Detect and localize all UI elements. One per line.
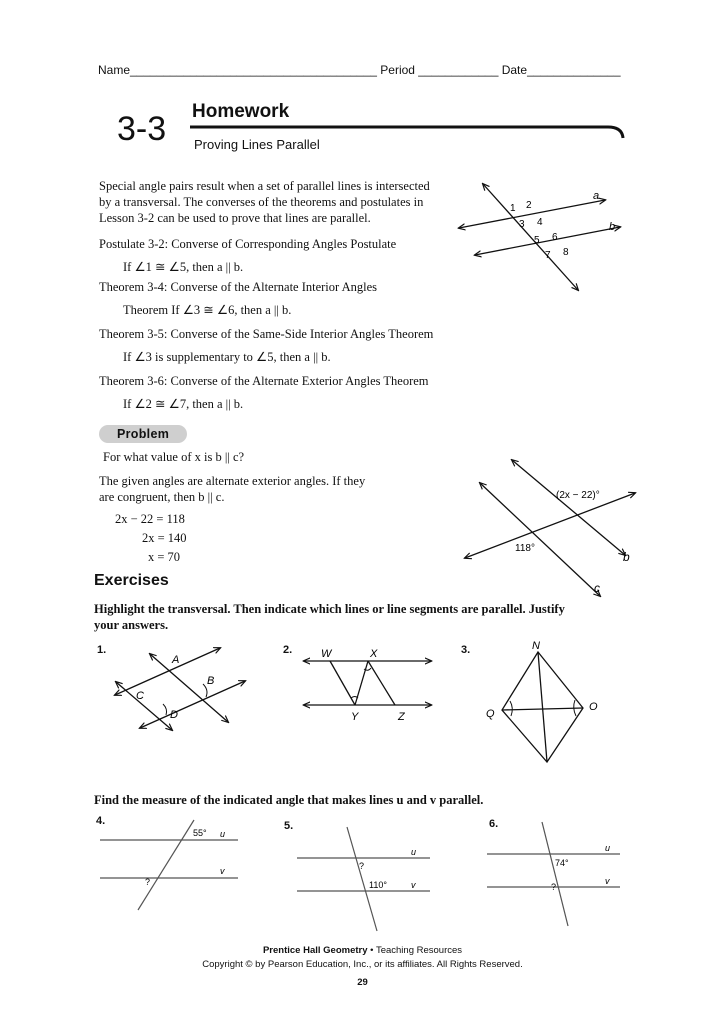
line-b [512,460,625,555]
point-label: Y [351,711,359,723]
angle-label-bottom: 118° [515,543,535,554]
given-angle: 74° [555,858,569,868]
intro-line: Lesson 3-2 can be used to prove that lines are parallel. [99,211,371,225]
theorem-statement: If ∠3 is supplementary to ∠5, then a || b. [123,350,331,364]
exercise-number: 1. [97,644,107,656]
angle-label: 5 [534,235,540,246]
theorem-heading: Theorem 3-6: Converse of the Alternate Exterior Angles Theorem [99,374,429,388]
angle-label: 1 [510,203,516,214]
line-label-c: c [594,581,600,595]
line-label-u: u [605,843,611,853]
given-angle: 110° [369,880,387,890]
theorem-statement: If ∠2 ≅ ∠7, then a || b. [123,397,244,411]
exercise-6-figure [485,820,625,930]
unknown-angle: ? [145,877,151,887]
theorem-heading: Postulate 3-2: Converse of Corresponding Angles Postulate [99,237,397,251]
point-label: Z [398,711,405,723]
point-label: N [532,640,540,652]
name-period-date-line: Name_____________________________________ Period ____________ Date______________ [98,63,621,77]
angle-label: 2 [526,200,532,211]
exercise-5-figure [295,825,435,935]
line-a [459,200,605,228]
point-label: X [370,648,378,660]
angle-label: 7 [545,250,551,261]
angle-label: 3 [519,219,525,230]
problem-figure [460,455,650,600]
unknown-angle: ? [551,882,557,892]
exercise-2-figure [300,643,435,728]
point-label: W [321,648,332,660]
footer-book-subtitle: • Teaching Resources [367,945,463,956]
intro-line: by a transversal. The converses of the theorems and postulates in [99,195,424,209]
exercise-3-figure [480,638,605,768]
problem-solution [99,473,429,505]
point-label: D [170,709,178,721]
point-label: O [589,701,598,713]
line-label-v: v [605,876,610,886]
line-label-u: u [411,847,417,857]
intro-figure [455,180,630,295]
problem-question: For what value of x is b || c? [103,450,245,464]
instruction-line: your answers. [94,618,169,632]
solution-step: 2x − 22 = 118 [115,512,185,526]
exercise-number: 3. [461,644,471,656]
angle-label: 4 [537,217,543,228]
point-label: C [136,690,144,702]
footer-book-title: Prentice Hall Geometry [262,945,368,956]
footer-book [0,945,725,956]
exercise-number: 6. [489,818,499,830]
solution-line: The given angles are alternate exterior angles. If they [99,474,366,488]
intro-paragraph [99,178,469,226]
theorem-statement: If ∠1 ≅ ∠5, then a || b. [123,260,244,274]
line-label-b: b [623,550,630,564]
instruction-line: Highlight the transversal. Then indicate which lines or line segments are parallel. Justify [94,602,565,616]
point-label: B [207,675,215,687]
exercise-instruction-2: Find the measure of the indicated angle that makes lines u and v parallel. [94,793,484,807]
solution-step: 2x = 140 [142,531,187,545]
exercises-heading: Exercises [94,572,169,589]
angle-label: 8 [563,247,569,258]
exercise-number: 2. [283,644,293,656]
line-label-a: a [593,190,600,202]
angle-label: 6 [552,232,558,243]
point-label: Q [486,708,495,720]
line-label-v: v [411,880,416,890]
line-label-u: u [220,829,226,839]
page-title: Homework [192,101,290,122]
exercise-number: 4. [96,815,106,827]
angle-label-top: (2x − 22)° [556,490,600,501]
theorem-statement: Theorem If ∠3 ≅ ∠6, then a || b. [123,303,292,317]
given-angle: 55° [193,828,207,838]
point-label: A [172,654,180,666]
lesson-number: 3-3 [117,110,167,148]
solution-step: x = 70 [148,550,181,564]
exercise-number: 5. [284,820,294,832]
page-subtitle: Proving Lines Parallel [194,137,320,152]
footer-copyright: Copyright © by Pearson Education, Inc., or its affiliates. All Rights Reserved. [202,959,523,970]
theorem-heading: Theorem 3-5: Converse of the Same-Side Interior Angles Theorem [99,327,434,341]
line-label-v: v [220,866,225,876]
problem-badge: Problem [99,425,187,443]
page-number: 29 [357,977,368,988]
line-label-b: b [609,221,616,233]
intro-line: Special angle pairs result when a set of parallel lines is intersected [99,179,430,193]
exercise-instruction [94,601,614,633]
exercise-1-figure [110,640,255,735]
exercise-4-figure [98,818,243,913]
theorem-heading: Theorem 3-4: Converse of the Alternate Interior Angles [99,280,378,294]
unknown-angle: ? [359,861,365,871]
solution-line: are congruent, then b || c. [99,490,225,504]
